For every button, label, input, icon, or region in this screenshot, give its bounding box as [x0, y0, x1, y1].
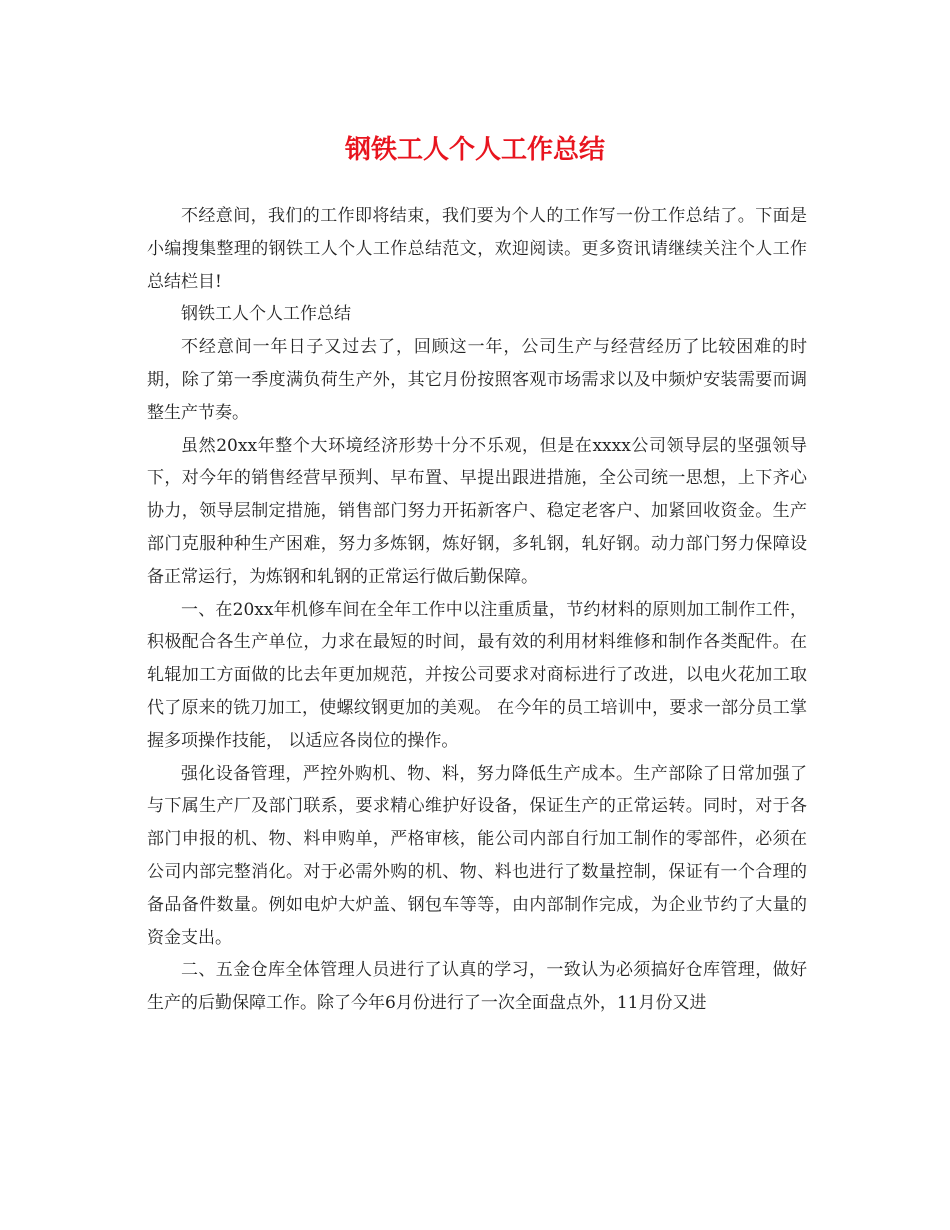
paragraph-economy: 虽然20xx年整个大环境经济形势十分不乐观，但是在xxxx公司领导层的坚强领导下，对今年的销售经营早预判、早布置、早提出跟进措施，全公司统一思想，上下齐心协力，领导层制定措施，销售部门努力开拓新客户、稳定老客户、加紧回收资金。生产部门克服种种生产困难，努力多炼钢，炼好钢，多轧钢，轧好钢。动力部门努力保障设备正常运行，为炼钢和轧钢的正常运行做后勤保障。	[147, 435, 807, 587]
document-body	[147, 200, 807, 1020]
document-title: 钢铁工人个人工作总结	[344, 135, 605, 165]
paragraph-subheading: 钢铁工人个人工作总结	[181, 304, 351, 325]
paragraph-section-two: 二、五金仓库全体管理人员进行了认真的学习，一致认为必须搞好仓库管理，做好生产的后勤保障工作。除了今年6月份进行了一次全面盘点外，11月份又进	[147, 960, 807, 1014]
paragraph-intro: 不经意间，我们的工作即将结束，我们要为个人的工作写一份工作总结了。下面是小编搜集整理的钢铁工人个人工作总结范文，欢迎阅读。更多资讯请继续关注个人工作总结栏目!	[147, 206, 807, 292]
paragraph-review: 不经意间一年日子又过去了，回顾这一年，公司生产与经营经历了比较困难的时期，除了第一季度满负荷生产外，其它月份按照客观市场需求以及中频炉安装需要而调整生产节奏。	[147, 337, 807, 423]
paragraph-section-one: 一、在20xx年机修车间在全年工作中以注重质量，节约材料的原则加工制作工件，积极配合各生产单位，力求在最短的时间，最有效的利用材料维修和制作各类配件。在轧辊加工方面做的比去年更加规范，并按公司要求对商标进行了改进，以电火花加工取代了原来的铣刀加工，使螺纹钢更加的美观。 在今年的员工培训中，要求一部分员工掌握多项操作技能， 以适应各岗位的操作。	[147, 599, 807, 751]
paragraph-equipment-management: 强化设备管理，严控外购机、物、料，努力降低生产成本。生产部除了日常加强了与下属生产厂及部门联系，要求精心维护好设备，保证生产的正常运转。同时，对于各部门申报的机、物、料申购单，严格审核，能公司内部自行加工制作的零部件，必须在公司内部完整消化。对于必需外购的机、物、料也进行了数量控制，保证有一个合理的备品备件数量。例如电炉大炉盖、钢包车等等，由内部制作完成，为企业节约了大量的资金支出。	[147, 763, 807, 948]
